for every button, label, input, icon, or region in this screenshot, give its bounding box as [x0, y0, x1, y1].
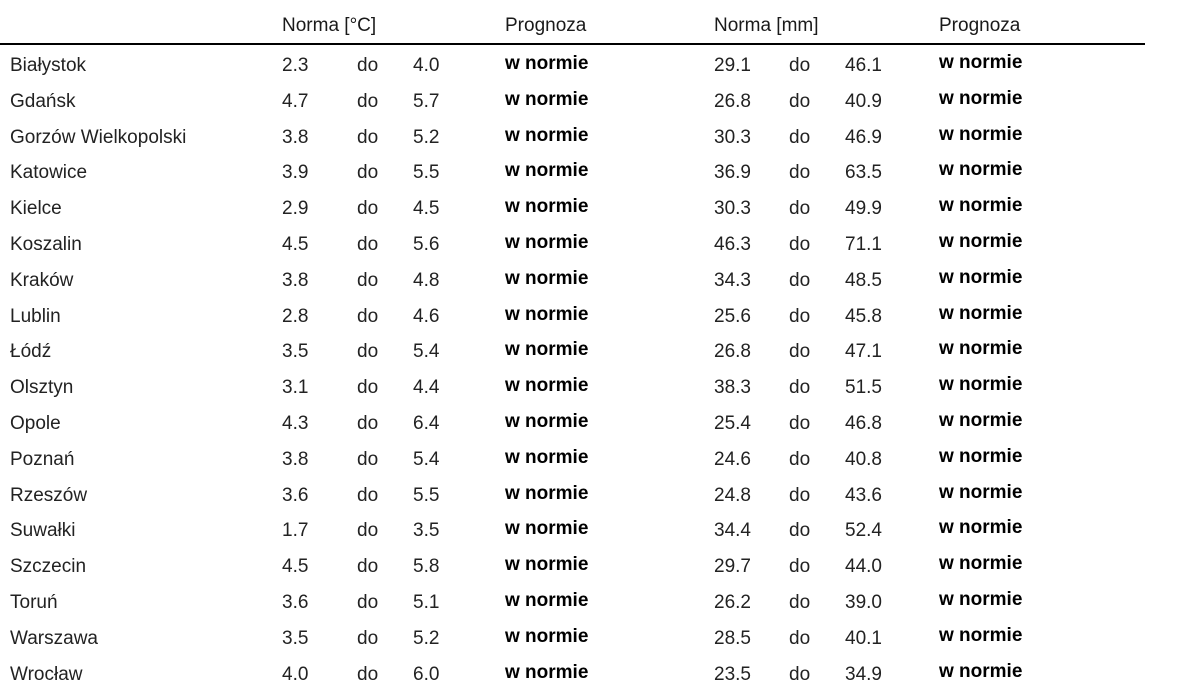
temperature-forecast-header: Prognoza	[505, 15, 587, 36]
forecast-table	[0, 48, 1200, 692]
precipitation-norm-min: 26.8	[714, 90, 751, 112]
precipitation-norm-max: 49.9	[845, 198, 882, 220]
table-row	[0, 155, 1200, 191]
precipitation-norm-min: 38.3	[714, 377, 751, 399]
temperature-range-separator: do	[357, 126, 379, 148]
temperature-forecast: w normie	[505, 88, 589, 110]
temperature-forecast: w normie	[505, 160, 589, 182]
table-row	[0, 84, 1200, 120]
precipitation-norm-max: 51.5	[845, 377, 882, 399]
precipitation-norm-max: 40.1	[845, 627, 882, 649]
precipitation-forecast: w normie	[939, 409, 1023, 431]
table-row	[0, 263, 1200, 299]
city-name: Katowice	[10, 162, 88, 184]
precipitation-range-separator: do	[789, 448, 811, 470]
temperature-range-separator: do	[357, 377, 379, 399]
precipitation-forecast: w normie	[939, 159, 1023, 181]
temperature-norm-min: 4.5	[282, 556, 309, 578]
temperature-range-separator: do	[357, 484, 379, 506]
precipitation-norm-min: 26.2	[714, 591, 751, 613]
table-row	[0, 513, 1200, 549]
table-row	[0, 334, 1200, 370]
precipitation-range-separator: do	[789, 484, 811, 506]
precipitation-forecast: w normie	[939, 123, 1023, 145]
table-row	[0, 227, 1200, 263]
precipitation-range-separator: do	[789, 627, 811, 649]
temperature-forecast: w normie	[505, 482, 589, 504]
precipitation-norm-max: 34.9	[845, 663, 882, 685]
temperature-range-separator: do	[357, 520, 379, 542]
precipitation-range-separator: do	[789, 377, 811, 399]
temperature-forecast: w normie	[505, 554, 589, 576]
precipitation-norm-min: 26.8	[714, 341, 751, 363]
temperature-norm-min: 4.3	[282, 412, 309, 434]
temperature-range-separator: do	[357, 55, 379, 76]
precipitation-norm-max: 44.0	[845, 556, 882, 578]
temperature-norm-max: 5.8	[413, 556, 440, 578]
temperature-norm-min: 3.9	[282, 162, 309, 184]
precipitation-forecast: w normie	[939, 660, 1023, 682]
precipitation-norm-min: 30.3	[714, 126, 751, 148]
temperature-norm-min: 3.5	[282, 627, 309, 649]
temperature-range-separator: do	[357, 341, 379, 363]
temperature-range-separator: do	[357, 305, 379, 327]
precipitation-norm-min: 24.8	[714, 484, 751, 506]
precipitation-range-separator: do	[789, 55, 811, 76]
table-header	[0, 0, 1200, 46]
temperature-range-separator: do	[357, 233, 379, 255]
city-name: Gdańsk	[10, 90, 76, 112]
table-row	[0, 191, 1200, 227]
precipitation-norm-header: Norma [mm]	[714, 15, 819, 36]
precipitation-range-separator: do	[789, 233, 811, 255]
precipitation-forecast: w normie	[939, 52, 1023, 73]
precipitation-norm-min: 24.6	[714, 448, 751, 470]
precipitation-norm-max: 63.5	[845, 162, 882, 184]
temperature-forecast: w normie	[505, 303, 589, 325]
precipitation-norm-min: 36.9	[714, 162, 751, 184]
temperature-norm-max: 6.4	[413, 412, 440, 434]
precipitation-forecast: w normie	[939, 374, 1023, 396]
temperature-norm-min: 2.8	[282, 305, 309, 327]
precipitation-forecast: w normie	[939, 266, 1023, 288]
precipitation-norm-min: 46.3	[714, 233, 751, 255]
precipitation-forecast: w normie	[939, 195, 1023, 217]
precipitation-norm-min: 29.7	[714, 556, 751, 578]
temperature-range-separator: do	[357, 412, 379, 434]
temperature-norm-min: 3.6	[282, 484, 309, 506]
temperature-norm-min: 4.5	[282, 233, 309, 255]
table-row	[0, 299, 1200, 335]
temperature-norm-min: 2.9	[282, 198, 309, 220]
temperature-norm-min: 1.7	[282, 520, 309, 542]
temperature-norm-max: 5.4	[413, 448, 440, 470]
header-divider	[0, 43, 1145, 45]
precipitation-norm-max: 46.1	[845, 55, 882, 76]
precipitation-norm-max: 52.4	[845, 520, 882, 542]
precipitation-norm-max: 47.1	[845, 341, 882, 363]
precipitation-forecast: w normie	[939, 302, 1023, 324]
city-name: Olsztyn	[10, 377, 74, 399]
precipitation-range-separator: do	[789, 269, 811, 291]
temperature-norm-max: 5.5	[413, 162, 440, 184]
precipitation-range-separator: do	[789, 556, 811, 578]
temperature-norm-max: 5.7	[413, 90, 440, 112]
temperature-forecast: w normie	[505, 339, 589, 361]
precipitation-norm-max: 43.6	[845, 484, 882, 506]
city-name: Wrocław	[10, 663, 83, 685]
precipitation-range-separator: do	[789, 90, 811, 112]
temperature-forecast: w normie	[505, 446, 589, 468]
temperature-norm-max: 5.1	[413, 591, 440, 613]
temperature-range-separator: do	[357, 591, 379, 613]
temperature-norm-min: 3.8	[282, 269, 309, 291]
temperature-forecast: w normie	[505, 518, 589, 540]
city-name: Opole	[10, 412, 61, 434]
temperature-norm-min: 3.8	[282, 126, 309, 148]
precipitation-norm-max: 71.1	[845, 233, 882, 255]
city-name: Rzeszów	[10, 484, 88, 506]
temperature-norm-max: 4.4	[413, 377, 440, 399]
precipitation-range-separator: do	[789, 126, 811, 148]
temperature-range-separator: do	[357, 556, 379, 578]
table-row	[0, 120, 1200, 156]
table-row	[0, 442, 1200, 478]
temperature-norm-header: Norma [°C]	[282, 15, 377, 36]
temperature-forecast: w normie	[505, 124, 589, 146]
table-row	[0, 478, 1200, 514]
precipitation-forecast: w normie	[939, 588, 1023, 610]
temperature-range-separator: do	[357, 627, 379, 649]
city-name: Kraków	[10, 269, 74, 291]
precipitation-forecast: w normie	[939, 553, 1023, 575]
city-name: Kielce	[10, 198, 62, 220]
precipitation-forecast: w normie	[939, 624, 1023, 646]
precipitation-range-separator: do	[789, 341, 811, 363]
temperature-norm-min: 4.0	[282, 663, 309, 685]
temperature-norm-max: 6.0	[413, 663, 440, 685]
temperature-forecast: w normie	[505, 661, 589, 683]
temperature-range-separator: do	[357, 663, 379, 685]
city-name: Białystok	[10, 55, 87, 76]
temperature-norm-max: 5.4	[413, 341, 440, 363]
temperature-range-separator: do	[357, 269, 379, 291]
temperature-norm-min: 3.8	[282, 448, 309, 470]
precipitation-norm-min: 25.4	[714, 412, 751, 434]
temperature-forecast: w normie	[505, 589, 589, 611]
precipitation-norm-min: 28.5	[714, 627, 751, 649]
temperature-range-separator: do	[357, 90, 379, 112]
temperature-norm-max: 5.2	[413, 627, 440, 649]
temperature-norm-max: 5.6	[413, 233, 440, 255]
precipitation-forecast: w normie	[939, 338, 1023, 360]
temperature-norm-max: 3.5	[413, 520, 440, 542]
precipitation-range-separator: do	[789, 663, 811, 685]
temperature-norm-max: 4.6	[413, 305, 440, 327]
temperature-norm-max: 4.5	[413, 198, 440, 220]
temperature-forecast: w normie	[505, 196, 589, 218]
temperature-norm-min: 4.7	[282, 90, 309, 112]
precipitation-forecast: w normie	[939, 230, 1023, 252]
city-name: Warszawa	[10, 627, 98, 649]
table-row	[0, 370, 1200, 406]
precipitation-norm-max: 45.8	[845, 305, 882, 327]
precipitation-range-separator: do	[789, 520, 811, 542]
precipitation-norm-max: 39.0	[845, 591, 882, 613]
table-row	[0, 549, 1200, 585]
temperature-norm-min: 3.6	[282, 591, 309, 613]
temperature-norm-max: 4.8	[413, 269, 440, 291]
temperature-forecast: w normie	[505, 375, 589, 397]
city-name: Koszalin	[10, 233, 82, 255]
temperature-norm-max: 5.5	[413, 484, 440, 506]
precipitation-forecast: w normie	[939, 445, 1023, 467]
temperature-forecast: w normie	[505, 410, 589, 432]
temperature-norm-min: 2.3	[282, 55, 309, 76]
temperature-norm-min: 3.1	[282, 377, 309, 399]
temperature-forecast: w normie	[505, 267, 589, 289]
table-row	[0, 657, 1200, 693]
temperature-norm-max: 4.0	[413, 55, 440, 76]
precipitation-forecast-header: Prognoza	[939, 15, 1021, 36]
temperature-norm-min: 3.5	[282, 341, 309, 363]
city-name: Lublin	[10, 305, 61, 327]
precipitation-norm-max: 48.5	[845, 269, 882, 291]
precipitation-range-separator: do	[789, 198, 811, 220]
precipitation-norm-max: 40.8	[845, 448, 882, 470]
table-row	[0, 48, 1200, 84]
temperature-forecast: w normie	[505, 231, 589, 253]
precipitation-forecast: w normie	[939, 87, 1023, 109]
table-row	[0, 585, 1200, 621]
precipitation-norm-max: 46.8	[845, 412, 882, 434]
precipitation-norm-max: 46.9	[845, 126, 882, 148]
temperature-range-separator: do	[357, 162, 379, 184]
precipitation-norm-min: 29.1	[714, 55, 751, 76]
table-row	[0, 406, 1200, 442]
table-row	[0, 621, 1200, 657]
temperature-norm-max: 5.2	[413, 126, 440, 148]
temperature-range-separator: do	[357, 448, 379, 470]
precipitation-forecast: w normie	[939, 481, 1023, 503]
precipitation-norm-min: 25.6	[714, 305, 751, 327]
precipitation-range-separator: do	[789, 412, 811, 434]
temperature-forecast: w normie	[505, 625, 589, 647]
city-name: Suwałki	[10, 520, 76, 542]
city-name: Łódź	[10, 341, 52, 363]
city-name: Gorzów Wielkopolski	[10, 126, 187, 148]
precipitation-range-separator: do	[789, 305, 811, 327]
city-name: Toruń	[10, 591, 58, 613]
precipitation-norm-min: 34.4	[714, 520, 751, 542]
precipitation-norm-min: 34.3	[714, 269, 751, 291]
precipitation-norm-max: 40.9	[845, 90, 882, 112]
city-name: Poznań	[10, 448, 75, 470]
temperature-forecast: w normie	[505, 53, 589, 74]
precipitation-range-separator: do	[789, 162, 811, 184]
precipitation-range-separator: do	[789, 591, 811, 613]
precipitation-forecast: w normie	[939, 517, 1023, 539]
temperature-range-separator: do	[357, 198, 379, 220]
precipitation-norm-min: 30.3	[714, 198, 751, 220]
city-name: Szczecin	[10, 556, 87, 578]
precipitation-norm-min: 23.5	[714, 663, 751, 685]
